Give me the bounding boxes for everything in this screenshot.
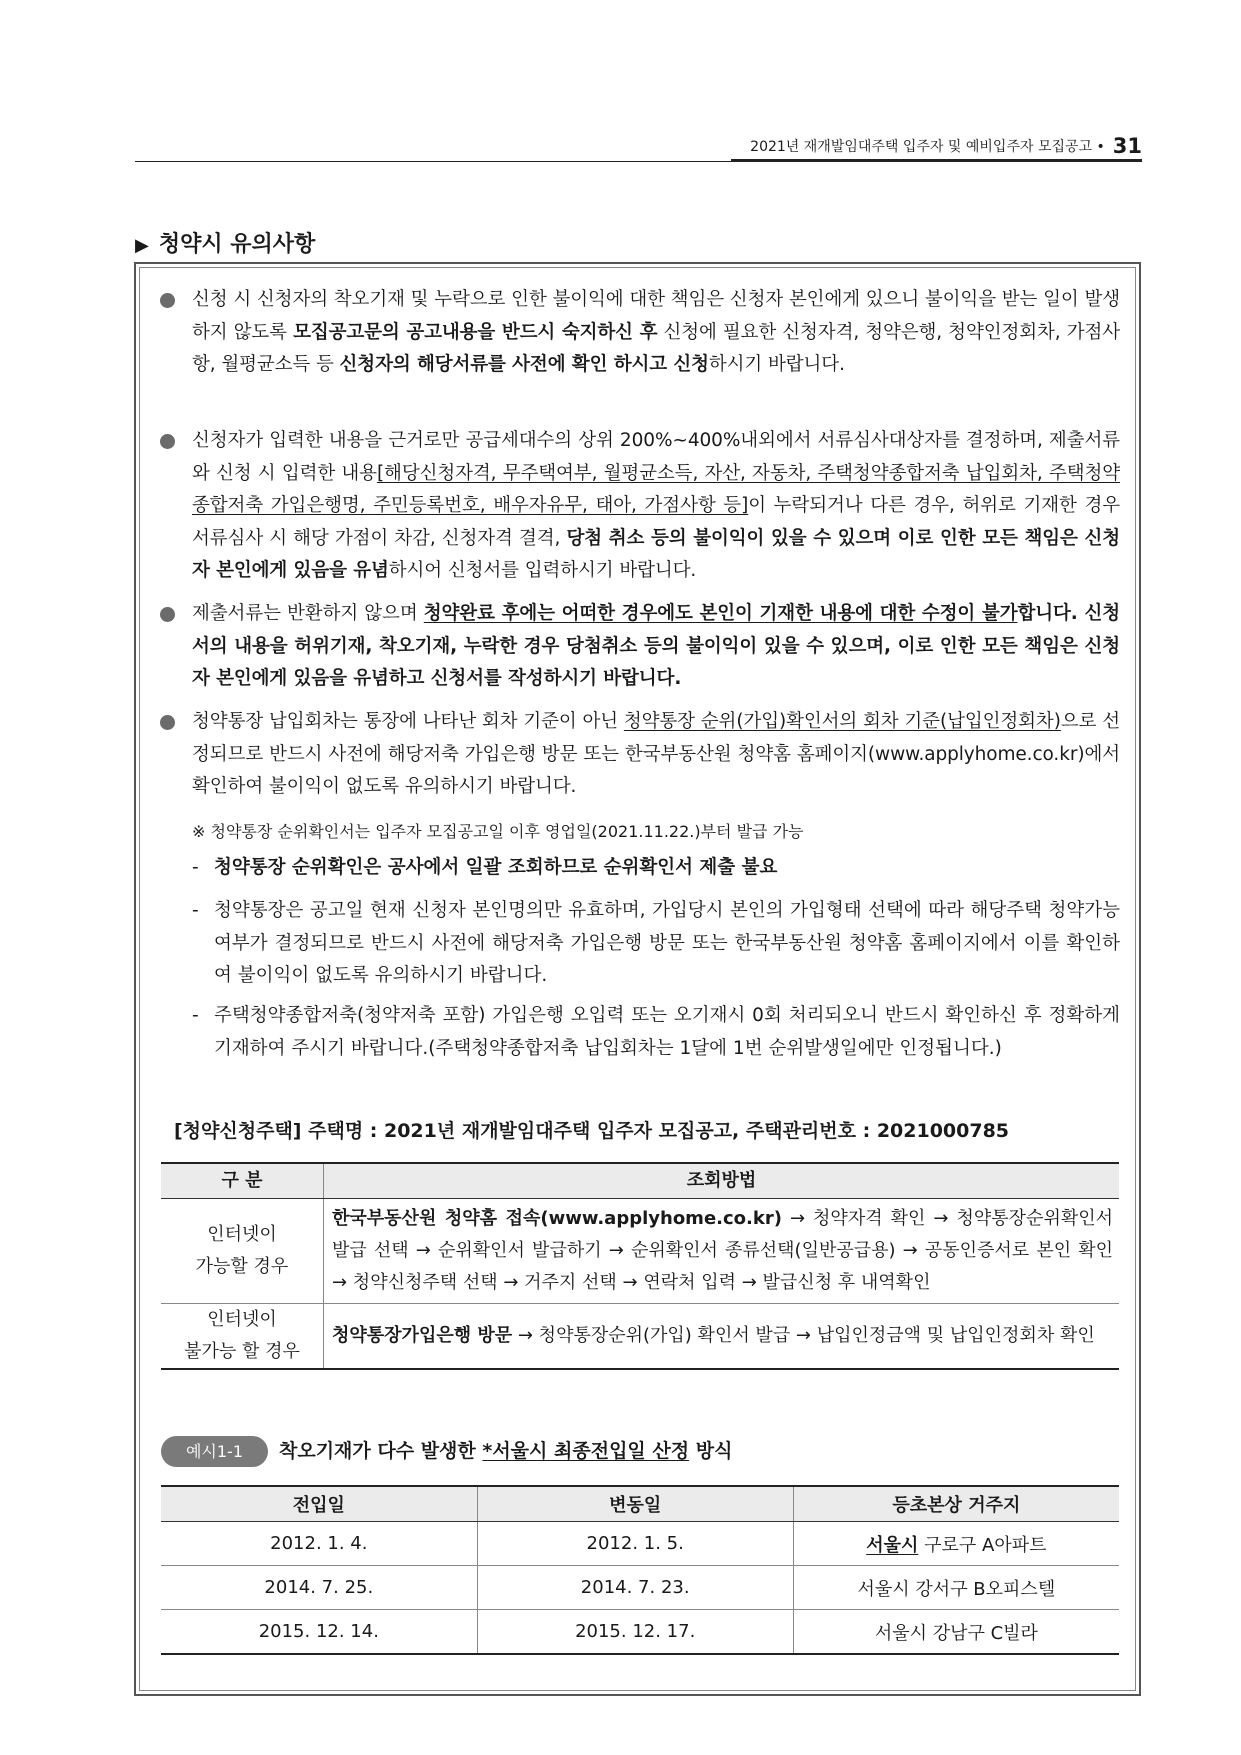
section-title [135, 227, 315, 258]
bullet-dot-icon [160, 715, 175, 730]
section-title-text: 청약시 유의사항 [158, 232, 316, 257]
move-in-example-table [161, 1485, 1119, 1655]
changed-date: 2014. 7. 23. [477, 1566, 793, 1610]
example-badge: 예시1-1 [161, 1436, 268, 1467]
table-header-row [161, 1163, 1119, 1199]
notice-bullet-2: 신청자가 입력한 내용을 근거로만 공급세대수의 상위 200%~400%내외에서 서류심사대상자를 결정하며, 제출서류와 신청 시 입력한 내용[해당신청자격, 무주택여부, 월평균소득, 자산, 자동차, 주택청약종합저축 납입회차, 주택청약종합저축 가입은행명, 주민등록번호, 배우자유무, 태아, 가점사항 등]이 누락되거나 다른 경우, 허위로 기재한 경우 서류심사 시 해당 가점이 차감, 신청자격 결격, 당첨 취소 등의 불이익이 있을 수 있으며 이로 인한 모든 책임은 신청자 본인에게 있음을 유념하시어 신청서를 입력하시기 바랍니다. [160, 425, 1120, 588]
table-row [161, 1566, 1119, 1610]
notice-bullet-1: 신청 시 신청자의 착오기재 및 누락으로 인한 불이익에 대한 책임은 신청자 본인에게 있으니 불이익을 받는 일이 발생하지 않도록 모집공고문의 공고내용을 반드시 숙지하신 후 신청에 필요한 신청자격, 청약은행, 청약인정회차, 가점사항, 월평균소득 등 신청자의 해당서류를 사전에 확인 하시고 신청하시기 바랍니다. [160, 284, 1120, 382]
notice-bullet-4: 청약통장 납입회차는 통장에 나타난 회차 기준이 아닌 청약통장 순위(가입)확인서의 회차 기준(납입인정회차)으로 선정되므로 반드시 사전에 해당저축 가입은행 방문 또는 한국부동산원 청약홈 홈페이지(www.applyhome.co.kr)에서 확인하여 불이익이 없도록 유의하시기 바랍니다. [160, 706, 1120, 804]
move-in-date: 2015. 12. 14. [161, 1610, 477, 1655]
table-header-cell: 등초본상 거주지 [793, 1486, 1119, 1522]
address: 서울시 강남구 C빌라 [793, 1610, 1119, 1655]
row-method: 한국부동산원 청약홈 접속(www.applyhome.co.kr) → 청약자격 확인 → 청약통장순위확인서 발급 선택 → 순위확인서 발급하기 → 순위확인서 종류선택(일반공급용) → 공동인증서로 본인 확인 → 청약신청주택 선택 → 거주지 선택 → 연락처 입력 → 발급신청 후 내역확인 [324, 1199, 1120, 1304]
table-row [161, 1304, 1119, 1370]
header-rule-accent [731, 159, 1142, 162]
dash-item-3: - 주택청약종합저축(청약저축 포함) 가입은행 오입력 또는 오기재시 0회 처리되오니 반드시 확인하신 후 정확하게 기재하여 주시기 바랍니다.(주택청약종합저축 납입회차는 1달에 1번 순위발생일에만 인정됩니다.) [192, 1005, 1120, 1059]
table-header-cell: 조회방법 [324, 1163, 1120, 1199]
table-row [161, 1522, 1119, 1566]
changed-date: 2012. 1. 5. [477, 1522, 793, 1566]
notice-bullet-3: 제출서류는 반환하지 않으며 청약완료 후에는 어떠한 경우에도 본인이 기재한 내용에 대한 수정이 불가합니다. 신청서의 내용을 허위기재, 착오기재, 누락한 경우 당첨취소 등의 불이익이 있을 수 있으며, 이로 인한 모든 책임은 신청자 본인에게 있음을 유념하고 신청서를 작성하시기 바랍니다. [160, 598, 1120, 696]
table-row [161, 1610, 1119, 1655]
issue-date-note: ※ 청약통장 순위확인서는 입주자 모집공고일 이후 영업일(2021.11.22.)부터 발급 가능 [192, 822, 804, 841]
table-row [161, 1199, 1119, 1304]
table-header-cell: 전입일 [161, 1486, 477, 1522]
row-label: 인터넷이 불가능 할 경우 [161, 1304, 324, 1370]
triangle-marker-icon: ▶ [135, 235, 149, 256]
table-header-row [161, 1486, 1119, 1522]
table-header-cell: 구 분 [161, 1163, 324, 1199]
lookup-method-table [161, 1162, 1119, 1370]
dash-item-2: - 청약통장은 공고일 현재 신청자 본인명의만 유효하며, 가입당시 본인의 가입형태 선택에 따라 해당주택 청약가능여부가 결정되므로 반드시 사전에 해당저축 가입은행 방문 또는 한국부동산원 청약홈 홈페이지에서 이를 확인하여 불이익이 없도록 유의하시기 바랍니다. [192, 900, 1120, 986]
bullet-dot-icon [160, 607, 175, 622]
header-title: 2021년 재개발임대주택 입주자 및 예비입주자 모집공고 • [750, 139, 1105, 155]
bullet-dot-icon [160, 293, 175, 308]
page-header [135, 128, 1142, 162]
row-method: 청약통장가입은행 방문 → 청약통장순위(가입) 확인서 발급 → 납입인정금액 및 납입인정회차 확인 [324, 1304, 1120, 1370]
dash-item-1: - 청약통장 순위확인은 공사에서 일괄 조회하므로 순위확인서 제출 불요 [192, 857, 778, 878]
example-title: 착오기재가 다수 발생한 *서울시 최종전입일 산정 방식 [279, 1440, 733, 1462]
housing-name-line: [청약신청주택] 주택명 : 2021년 재개발임대주택 입주자 모집공고, 주택관리번호 : 2021000785 [174, 1120, 1010, 1142]
address: 서울시 구로구 A아파트 [793, 1522, 1119, 1566]
page-number: 31 [1112, 134, 1142, 158]
changed-date: 2015. 12. 17. [477, 1610, 793, 1655]
move-in-date: 2014. 7. 25. [161, 1566, 477, 1610]
move-in-date: 2012. 1. 4. [161, 1522, 477, 1566]
address: 서울시 강서구 B오피스텔 [793, 1566, 1119, 1610]
bullet-dot-icon [160, 434, 175, 449]
row-label: 인터넷이 가능할 경우 [161, 1199, 324, 1304]
table-header-cell: 변동일 [477, 1486, 793, 1522]
